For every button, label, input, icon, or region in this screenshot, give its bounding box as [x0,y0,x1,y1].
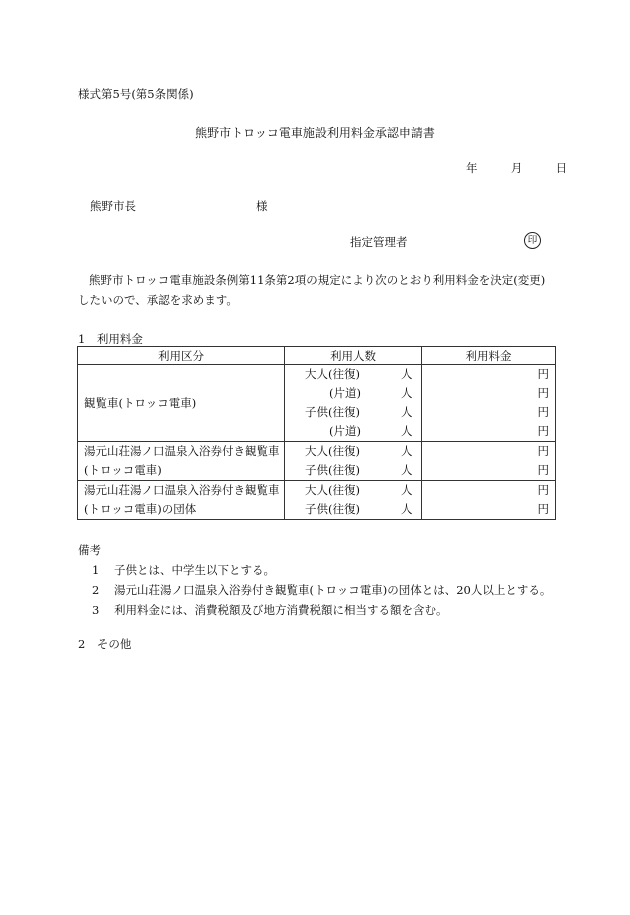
remark-text: 子供とは、中学生以下とする。 [114,563,275,577]
count-label: 大人(往復) [305,483,360,497]
date-day: 日 [555,161,568,175]
table-row [78,365,556,442]
table-row [78,481,556,520]
date-year: 年 [466,161,478,175]
date-month: 月 [510,161,523,175]
remark-item [92,602,448,618]
person-unit: 人 [401,424,413,438]
count-label: 子供(往復) [305,405,360,419]
count-cell [285,365,422,442]
remark-item [92,582,551,598]
remark-number: 3 [92,603,100,617]
yen-unit: 円 [537,463,549,477]
yen-unit: 円 [537,405,549,419]
yen-unit: 円 [537,424,549,438]
count-label: (片道) [329,386,361,400]
form-number: 様式第5号(第5条関係) [78,87,194,101]
fee-cell [422,442,556,481]
yen-unit: 円 [537,502,549,516]
applicant-label: 指定管理者 [350,235,408,249]
category-cell: 湯元山荘湯ノ口温泉入浴券付き観覧車(トロッコ電車)の団体 [78,481,285,520]
category-cell: 湯元山荘湯ノ口温泉入浴券付き観覧車(トロッコ電車) [78,442,285,481]
table-row [78,442,556,481]
count-cell [285,442,422,481]
person-unit: 人 [401,367,413,381]
count-cell [285,481,422,520]
column-header: 利用区分 [78,347,285,365]
addressee-name: 熊野市長 [90,199,136,213]
column-header: 利用人数 [285,347,422,365]
date-line [466,160,567,176]
yen-unit: 円 [537,386,549,400]
remark-number: 1 [92,563,100,577]
person-unit: 人 [401,483,413,497]
table-header-row [78,347,556,365]
remark-item [92,562,275,578]
yen-unit: 円 [537,444,549,458]
remarks-heading: 備考 [78,543,101,557]
fee-cell [422,365,556,442]
fee-cell [422,481,556,520]
fee-table [77,346,556,520]
yen-unit: 円 [537,483,549,497]
person-unit: 人 [401,502,413,516]
count-label: 大人(往復) [305,444,360,458]
section2-heading: 2 その他 [78,637,132,651]
column-header: 利用料金 [422,347,556,365]
addressee-honorific: 様 [256,199,268,213]
remark-text: 湯元山荘湯ノ口温泉入浴券付き観覧車(トロッコ電車)の団体とは、20人以上とする。 [114,583,552,597]
remark-number: 2 [92,583,100,597]
person-unit: 人 [401,463,413,477]
count-label: 大人(往復) [305,367,360,381]
seal-mark: 印 [524,232,541,249]
section1-heading: 1 利用料金 [78,332,143,346]
count-label: 子供(往復) [305,463,360,477]
person-unit: 人 [401,444,413,458]
person-unit: 人 [401,386,413,400]
category-cell: 観覧車(トロッコ電車) [78,365,285,442]
remark-text: 利用料金には、消費税額及び地方消費税額に相当する額を含む。 [114,603,448,617]
person-unit: 人 [401,405,413,419]
document-title: 熊野市トロッコ電車施設利用料金承認申請書 [195,126,435,140]
yen-unit: 円 [537,367,549,381]
count-label: (片道) [329,424,361,438]
count-label: 子供(往復) [305,502,360,516]
body-text: 熊野市トロッコ電車施設条例第11条第2項の規定により次のとおり利用料金を決定(変更)したいので、承認を求めます。 [78,273,546,307]
